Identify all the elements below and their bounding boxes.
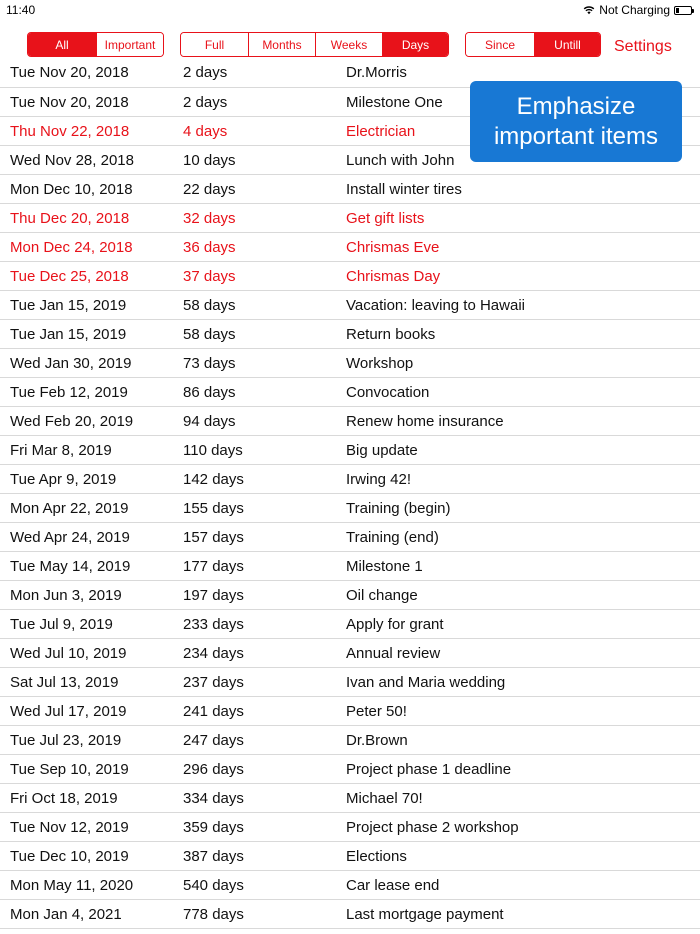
event-date: Sat Jul 13, 2019: [10, 674, 119, 691]
event-date: Tue Jan 15, 2019: [10, 297, 127, 314]
event-title: Project phase 2 workshop: [346, 819, 519, 836]
direction-since[interactable]: Since: [466, 33, 534, 56]
event-title: Michael 70!: [346, 790, 423, 807]
event-date: Wed Feb 20, 2019: [10, 413, 134, 430]
event-days: 86 days: [183, 384, 236, 401]
event-date: Wed Apr 24, 2019: [10, 529, 130, 546]
event-title: Get gift lists: [346, 210, 425, 227]
event-days: 540 days: [183, 877, 244, 894]
event-row[interactable]: [0, 523, 700, 552]
event-row[interactable]: [0, 436, 700, 465]
event-days: 241 days: [183, 703, 244, 720]
event-title: Training (end): [346, 529, 439, 546]
charging-status: Not Charging: [599, 3, 670, 17]
format-days[interactable]: Days: [382, 33, 448, 56]
format-full[interactable]: Full: [181, 33, 248, 56]
event-days: 10 days: [183, 152, 236, 169]
event-title: Apply for grant: [346, 616, 444, 633]
event-row[interactable]: [0, 494, 700, 523]
filter-important[interactable]: Important: [96, 33, 163, 56]
event-title: Chrismas Eve: [346, 239, 440, 256]
status-time: 11:40: [6, 3, 36, 17]
event-days: 155 days: [183, 500, 244, 517]
event-title: Chrismas Day: [346, 268, 441, 285]
event-row[interactable]: [0, 378, 700, 407]
event-title: Last mortgage payment: [346, 906, 504, 923]
event-title: Install winter tires: [346, 181, 462, 198]
event-title: Vacation: leaving to Hawaii: [346, 297, 525, 314]
event-days: 359 days: [183, 819, 244, 836]
event-row[interactable]: [0, 320, 700, 349]
event-days: 58 days: [183, 326, 236, 343]
event-row[interactable]: [0, 552, 700, 581]
event-date: Wed Jul 10, 2019: [10, 645, 127, 662]
event-days: 296 days: [183, 761, 244, 778]
event-row[interactable]: [0, 407, 700, 436]
event-days: 234 days: [183, 645, 244, 662]
event-days: 142 days: [183, 471, 244, 488]
event-date: Mon Dec 10, 2018: [10, 181, 133, 198]
event-date: Tue Dec 10, 2019: [10, 848, 129, 865]
event-title: Return books: [346, 326, 436, 343]
event-title: Training (begin): [346, 500, 451, 517]
event-row[interactable]: [0, 639, 700, 668]
event-date: Mon Jan 4, 2021: [10, 906, 122, 923]
event-days: 233 days: [183, 616, 244, 633]
event-date: Tue Feb 12, 2019: [10, 384, 128, 401]
status-right: [583, 3, 692, 17]
event-days: 197 days: [183, 587, 244, 604]
event-title: Milestone One: [346, 94, 443, 111]
event-date: Fri Oct 18, 2019: [10, 790, 118, 807]
event-days: 778 days: [183, 906, 244, 923]
direction-untill[interactable]: Untill: [534, 33, 600, 56]
event-row[interactable]: [0, 871, 700, 900]
event-days: 32 days: [183, 210, 236, 227]
event-row[interactable]: [0, 233, 700, 262]
event-date: Wed Jan 30, 2019: [10, 355, 132, 372]
event-row[interactable]: [0, 204, 700, 233]
event-list[interactable]: [0, 60, 700, 934]
event-title: Workshop: [346, 355, 414, 372]
event-days: 2 days: [183, 94, 228, 111]
event-date: Tue Jul 9, 2019: [10, 616, 113, 633]
event-days: 36 days: [183, 239, 236, 256]
event-date: Tue Dec 25, 2018: [10, 268, 129, 285]
event-days: 73 days: [183, 355, 236, 372]
event-row[interactable]: [0, 726, 700, 755]
event-row[interactable]: [0, 900, 700, 929]
event-date: Thu Dec 20, 2018: [10, 210, 130, 227]
event-row[interactable]: [0, 842, 700, 871]
callout-line-1: Emphasize: [516, 92, 636, 120]
event-title: Elections: [346, 848, 407, 865]
event-date: Mon Apr 22, 2019: [10, 500, 129, 517]
event-row[interactable]: [0, 465, 700, 494]
event-title: Dr.Brown: [346, 732, 408, 749]
event-title: Car lease end: [346, 877, 440, 894]
event-row[interactable]: [0, 813, 700, 842]
event-title: Big update: [346, 442, 418, 459]
event-days: 177 days: [183, 558, 244, 575]
event-rows: [0, 60, 700, 929]
event-days: 334 days: [183, 790, 244, 807]
event-title: Lunch with John: [346, 152, 455, 169]
event-date: Mon May 11, 2020: [10, 877, 134, 894]
event-date: Mon Jun 3, 2019: [10, 587, 122, 604]
event-row[interactable]: [0, 755, 700, 784]
event-days: 237 days: [183, 674, 244, 691]
event-title: Oil change: [346, 587, 418, 604]
event-days: 94 days: [183, 413, 236, 430]
event-days: 2 days: [183, 64, 228, 81]
event-date: Tue Nov 20, 2018: [10, 94, 129, 111]
event-days: 110 days: [183, 442, 243, 459]
battery-icon: [674, 6, 692, 15]
event-days: 247 days: [183, 732, 244, 749]
format-months[interactable]: Months: [248, 33, 315, 56]
filter-direction: [465, 32, 601, 57]
event-row[interactable]: [0, 291, 700, 320]
event-row[interactable]: [0, 610, 700, 639]
event-title: Irwing 42!: [346, 471, 412, 488]
event-days: 22 days: [183, 181, 236, 198]
callout-line-2: important items: [493, 122, 659, 150]
event-row[interactable]: [0, 581, 700, 610]
event-date: Wed Nov 28, 2018: [10, 152, 134, 169]
event-row[interactable]: [0, 262, 700, 291]
event-days: 37 days: [183, 268, 236, 285]
event-date: Fri Mar 8, 2019: [10, 442, 112, 459]
event-date: Tue Nov 20, 2018: [10, 64, 129, 81]
event-days: 387 days: [183, 848, 244, 865]
event-date: Tue Jul 23, 2019: [10, 732, 122, 749]
event-title: Annual review: [346, 645, 441, 662]
event-row[interactable]: [0, 349, 700, 378]
event-date: Thu Nov 22, 2018: [10, 123, 130, 140]
event-title: Dr.Morris: [346, 64, 407, 81]
event-days: 58 days: [183, 297, 236, 314]
event-date: Tue Jan 15, 2019: [10, 326, 127, 343]
settings-button[interactable]: Settings: [614, 38, 672, 55]
event-title: Milestone 1: [346, 558, 423, 575]
event-row[interactable]: [0, 697, 700, 726]
event-title: Electrician: [346, 123, 416, 140]
filter-importance: [27, 32, 164, 57]
event-days: 4 days: [183, 123, 228, 140]
event-days: 157 days: [183, 529, 244, 546]
event-date: Tue May 14, 2019: [10, 558, 131, 575]
filter-all[interactable]: All: [28, 33, 96, 56]
event-row[interactable]: [0, 668, 700, 697]
event-title: Renew home insurance: [346, 413, 504, 430]
filter-format: [180, 32, 449, 57]
wifi-icon: [583, 5, 595, 15]
status-bar: [0, 0, 700, 20]
event-row[interactable]: [0, 175, 700, 204]
event-title: Project phase 1 deadline: [346, 761, 512, 778]
event-title: Peter 50!: [346, 703, 407, 720]
event-title: Ivan and Maria wedding: [346, 674, 506, 691]
event-date: Tue Nov 12, 2019: [10, 819, 129, 836]
event-title: Convocation: [346, 384, 430, 401]
event-row[interactable]: [0, 784, 700, 813]
event-date: Tue Apr 9, 2019: [10, 471, 117, 488]
event-date: Wed Jul 17, 2019: [10, 703, 127, 720]
format-weeks[interactable]: Weeks: [315, 33, 382, 56]
event-date: Mon Dec 24, 2018: [10, 239, 133, 256]
feature-callout: [470, 81, 682, 162]
event-date: Tue Sep 10, 2019: [10, 761, 129, 778]
